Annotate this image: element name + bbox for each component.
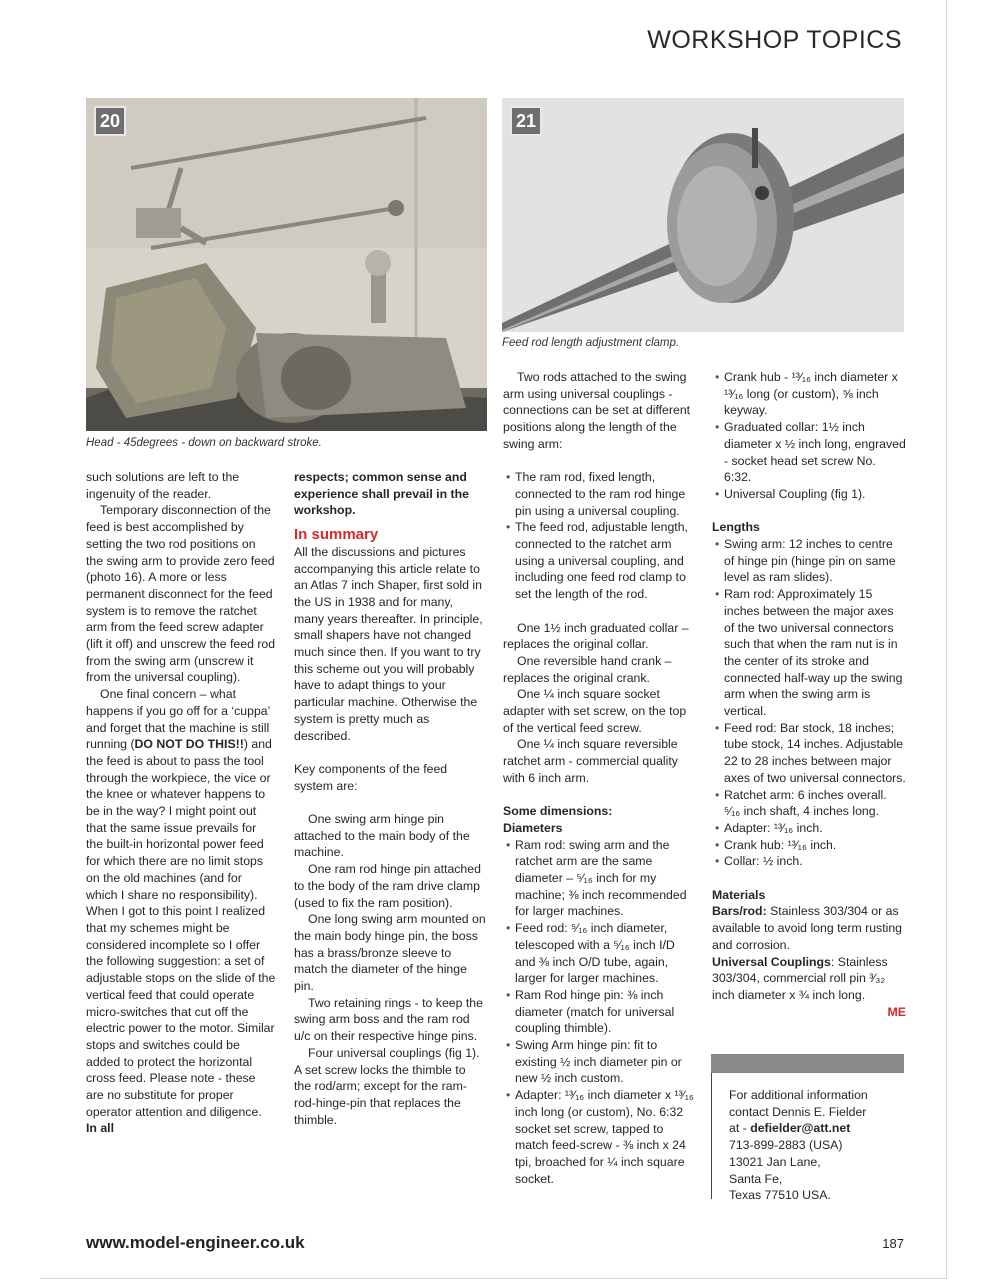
subheading: In summary — [294, 526, 379, 544]
list-item: • Graduated collar: 1½ inch diameter x ½ inch long, engraved - socket head set screw No. 6:32. — [712, 419, 906, 486]
list-item: • The ram rod, fixed length, connected to the ram rod hinge pin using a universal coupling. — [503, 469, 697, 519]
list-item: • Crank hub: ¹³⁄₁₆ inch. — [712, 837, 906, 854]
address-city: Santa Fe, — [729, 1171, 783, 1186]
info-line: contact Dennis E. Fielder — [729, 1104, 867, 1119]
label-bold: Universal Couplings — [712, 954, 831, 969]
list-item: • Collar: ½ inch. — [712, 853, 906, 870]
text-run: at - — [729, 1121, 751, 1136]
paragraph: Two rods attached to the swing arm using universal couplings - connections can be set at different positions along the length of the swing arm: — [503, 370, 691, 451]
address-street: 13021 Jan Lane, — [729, 1154, 821, 1169]
paragraph — [712, 954, 906, 1004]
text-run: ) and the feed is about to pass the tool through the workpiece, the vice or the knee or whatever happens to be in the way? I might point out that the same issue prevails for the built-in horizontal power feed for which there are no limit stops on the old machines (and for which I share no responsibility). When I got to this point I realized that my schemes might be considered incomplete so I offer the following suggestion: a set of adjustable stops on the slide of the vertical feed that could operate micro-switches that cut off the electric power to the motor. Similar stops and switches could be added to protect the horizontal cross feed. Please note - these are no substitute for proper operator attention and diligence. — [86, 737, 276, 1119]
text-run-bold: In all — [86, 1121, 115, 1136]
paragraph: Two retaining rings - to keep the swing arm boss and the ram rod u/c on their respective hinge pins. — [294, 995, 483, 1044]
section-title: WORKSHOP TOPICS — [647, 26, 902, 54]
text-column-1 — [86, 469, 276, 1137]
list-item: • Ram Rod hinge pin: ⅜ inch diameter (match for universal coupling thimble). — [503, 987, 697, 1037]
paragraph: One swing arm hinge pin attached to the main body of the machine. — [294, 812, 470, 860]
email-link[interactable]: defielder@att.net — [750, 1121, 851, 1136]
heading: Lengths — [712, 520, 760, 535]
paragraph: One 1½ inch graduated collar – replaces the original collar. — [503, 620, 689, 652]
address-state: Texas 77510 USA. — [729, 1188, 831, 1203]
paragraph — [86, 686, 276, 1137]
paragraph: One ¼ inch square socket adapter with set screw, on the top of the vertical feed screw. — [503, 687, 687, 735]
text-run: One final concern – what happens if you go off for a ‘cuppa’ and forget that the machine is still running ( — [86, 687, 270, 752]
photo-caption: Head - 45degrees - down on backward stroke. — [86, 437, 322, 449]
warning-text: DO NOT DO THIS!! — [134, 737, 244, 752]
paragraph: such solutions are left to the ingenuity of the reader. — [86, 470, 240, 501]
list-item: • Ratchet arm: 6 inches overall. ⁵⁄₁₆ inch shaft, 4 inches long. — [712, 787, 906, 820]
paragraph: One reversible hand crank – replaces the original crank. — [503, 653, 672, 685]
paragraph: Key components of the feed system are: — [294, 761, 448, 793]
photo-number-badge: 20 — [94, 106, 126, 136]
label-bold: Bars/rod: — [712, 904, 767, 919]
list-item: • Ram rod: swing arm and the ratchet arm are the same diameter – ⁵⁄₁₆ inch for my machine; ⅜ inch recommended for larger machines. — [503, 837, 697, 921]
list-item: • Adapter: ¹³⁄₁₆ inch. — [712, 820, 906, 837]
paragraph — [712, 903, 906, 953]
list-item: • Swing arm: 12 inches to centre of hinge pin (hinge pin on same level as ram slides). — [712, 536, 906, 586]
list-item: • The feed rod, adjustable length, connected to the ratchet arm using a universal coupling, and including one feed rod clamp to set the length of the rod. — [503, 519, 697, 603]
photo-shaper-head — [86, 98, 487, 431]
text-column-3 — [503, 369, 697, 1187]
paragraph: All the discussions and pictures accompanying this article relate to an Atlas 7 inch Shaper, first sold in the US in 1938 and for many, many years thereafter. In principle, small shapers have not changed much since then. If you want to try this scheme out you will probably have to adapt things to your particular machine. Otherwise the system is pretty much as described. — [294, 544, 483, 743]
list-item: • Universal Coupling (fig 1). — [712, 486, 906, 503]
info-box-bar — [711, 1054, 904, 1073]
list-item: • Swing Arm hinge pin: fit to existing ½ inch diameter pin or new ½ inch custom. — [503, 1037, 697, 1087]
info-line — [729, 1120, 868, 1137]
signoff: ME — [887, 1004, 906, 1019]
paragraph: One ¼ inch square reversible ratchet arm - commercial quality with 6 inch arm. — [503, 737, 678, 785]
photo-caption: Feed rod length adjustment clamp. — [502, 337, 680, 349]
footer-website-link[interactable]: www.model-engineer.co.uk — [86, 1233, 305, 1252]
contact-info — [729, 1087, 868, 1204]
text-run: Stainless 303/304 or as available to avoid long term rusting and corrosion. — [712, 904, 903, 952]
heading: Diameters — [503, 820, 563, 835]
photo-feed-rod-clamp — [502, 98, 904, 332]
info-line: For additional information — [729, 1088, 868, 1102]
heading: Some dimensions: — [503, 804, 613, 819]
list-item: • Crank hub - ¹³⁄₁₆ inch diameter x ¹³⁄₁₆ long (or custom), ⅝ inch keyway. — [712, 369, 906, 419]
paragraph: One ram rod hinge pin attached to the body of the ram drive clamp (used to fix the ram position). — [294, 862, 481, 910]
text-run: : Stainless 303/304, commercial roll pin ³⁄₃₂ inch diameter x ¾ inch long. — [712, 954, 888, 1002]
paragraph: Temporary disconnection of the feed is best accomplished by setting the two rod positions on the swing arm to provide zero feed (photo 16). A more or less permanent disconnect for the feed system is to remove the ratchet arm from the feed screw adapter (lift it off) and unscrew the feed rod from the swing arm (unscrew it from the universal coupling). — [86, 503, 276, 685]
shaper-head-image — [86, 98, 487, 431]
phone: 713-899-2883 (USA) — [729, 1138, 843, 1153]
page-number: 187 — [882, 1236, 904, 1251]
feed-rod-clamp-image — [502, 98, 904, 332]
list-item: • Adapter: ¹³⁄₁₆ inch diameter x ¹³⁄₁₆ inch long (or custom), No. 6:32 socket set screw, tapped to match feed-screw - ⅜ inch x 24 tpi, broached for ¼ inch square socket. — [503, 1087, 697, 1187]
paragraph: Four universal couplings (fig 1). A set screw locks the thimble to the rod/arm; except for the ram-rod-hinge-pin that replaces the thimble. — [294, 1045, 480, 1127]
paragraph-bold: respects; common sense and experience shall prevail in the workshop. — [294, 470, 469, 518]
paragraph: One long swing arm mounted on the main body hinge pin, the boss has a brass/bronze sleeve to match the diameter of the hinge pin. — [294, 912, 486, 994]
photo-number-badge: 21 — [510, 106, 542, 136]
list-item: • Ram rod: Approximately 15 inches between the major axes of the two universal connectors such that when the ram nut is in the center of its stroke and connected half-way up the swing arm when the swing arm is vertical. — [712, 586, 906, 720]
list-item: • Feed rod: Bar stock, 18 inches; tube stock, 14 inches. Adjustable 22 to 28 inches between major axes of two universal connectors. — [712, 720, 906, 787]
heading: Materials — [712, 887, 766, 902]
text-column-4 — [712, 369, 906, 1020]
list-item: • Feed rod: ⁵⁄₁₆ inch diameter, telescoped with a ⁵⁄₁₆ inch I/D and ⅜ inch O/D tube, again, larger for larger machines. — [503, 920, 697, 987]
text-column-2 — [294, 469, 486, 1128]
